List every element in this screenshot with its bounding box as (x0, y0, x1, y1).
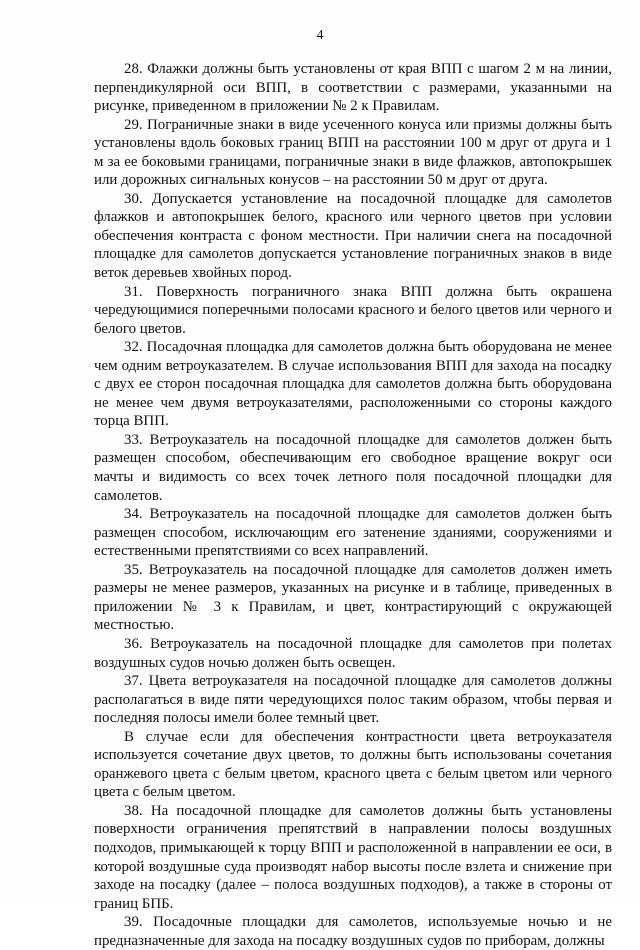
paragraph-33: 33. Ветроуказатель на посадочной площадке для самолетов должен быть размещен способом, обеспечивающим его свободное вращение вокруг оси мачты и видимость со всех точек летного поля посадочной площадки для самолетов. (94, 431, 612, 504)
paragraph-37-continuation: В случае если для обеспечения контрастности цвета ветроуказателя используется сочетание двух цветов, то должны быть использованы сочетания оранжевого цвета с белым цветом, красного цвета с белым цветом или черного цвета с белым цветом. (94, 728, 612, 801)
document-body (94, 60, 612, 950)
paragraph-29: 29. Пограничные знаки в виде усеченного конуса или призмы должны быть установлены вдоль боковых границ ВПП на расстоянии 100 м друг от друга и 1 м за ее боковыми границами, пограничные знаки в виде флажков, автопокрышек или дорожных сигнальных конусов – на расстоянии 50 м друг от друга. (94, 116, 612, 189)
paragraph-28: 28. Флажки должны быть установлены от края ВПП с шагом 2 м на линии, перпендикулярной оси ВПП, в соответствии с размерами, указанными на рисунке, приведенном в приложении № 2 к Правилам. (94, 61, 612, 115)
paragraph-36: 36. Ветроуказатель на посадочной площадке для самолетов при полетах воздушных судов ночью должен быть освещен. (94, 635, 612, 671)
paragraph-38: 38. На посадочной площадке для самолетов должны быть установлены поверхности ограничения препятствий в направлении полосы воздушных подходов, примыкающей к торцу ВПП и расположенной в направлении ее оси, в которой воздушные суда производят набор высоты после взлета и снижение при заходе на посадку (далее – полоса воздушных подходов), а также в стороны от границ БПБ. (94, 802, 612, 912)
page-number: 4 (316, 28, 324, 43)
paragraph-32: 32. Посадочная площадка для самолетов должна быть оборудована не менее чем одним ветроуказателем. В случае использования ВПП для захода на посадку с двух ее сторон посадочная площадка для самолетов должна быть оборудована не менее чем двумя ветроуказателями, расположенными со стороны каждого торца ВПП. (94, 339, 612, 430)
paragraph-34: 34. Ветроуказатель на посадочной площадке для самолетов должен быть размещен способом, исключающим его затенение зданиями, сооружениями и естественными препятствиями со всех направлений. (94, 506, 612, 560)
paragraph-31: 31. Поверхность пограничного знака ВПП должна быть окрашена чередующимися поперечными полосами красного и белого цветов или черного и белого цветов. (94, 283, 612, 337)
paragraph-35: 35. Ветроуказатель на посадочной площадке для самолетов должен иметь размеры не менее размеров, указанных на рисунке и в таблице, приведенных в приложении № 3 к Правилам, и цвет, контрастирующий с окружающей местностью. (94, 561, 612, 634)
paragraph-37: 37. Цвета ветроуказателя на посадочной площадке для самолетов должны располагаться в виде пяти чередующихся полос таким образом, чтобы первая и последняя полосы имели более темный цвет. (94, 673, 612, 727)
paragraph-39: 39. Посадочные площадки для самолетов, используемые ночью и не предназначенные для захода на посадку воздушных судов по приборам, должны (94, 914, 612, 949)
paragraph-30: 30. Допускается установление на посадочной площадке для самолетов флажков и автопокрышек белого, красного или черного цветов при условии обеспечения контраста с фоном местности. При наличии снега на посадочной площадке для самолетов допускается установление пограничных знаков в виде веток деревьев хвойных пород. (94, 190, 612, 282)
